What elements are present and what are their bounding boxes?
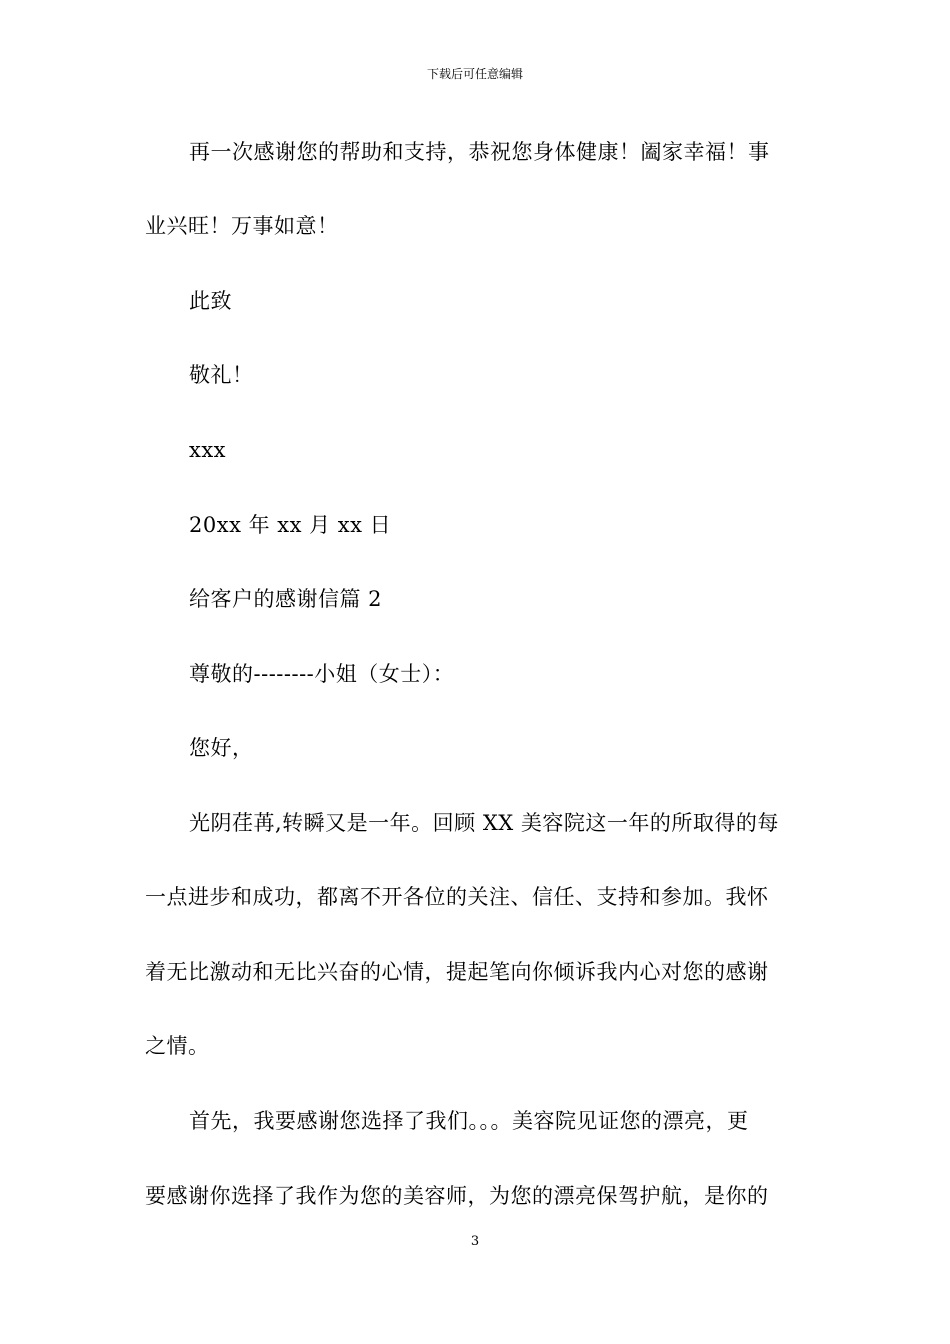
page-header: 下载后可任意编辑 <box>426 67 523 81</box>
salutation-line: 敬礼！ <box>189 363 254 387</box>
paragraph-line: 之情。 <box>145 1034 210 1058</box>
greeting-line: 您好， <box>189 736 254 760</box>
section-title: 给客户的感谢信篇 2 <box>189 587 383 611</box>
greeting-line: 尊敬的--------小姐（女士）： <box>189 662 455 686</box>
salutation-line: 此致 <box>189 289 232 313</box>
paragraph-line: 业兴旺！万事如意！ <box>145 214 339 238</box>
paragraph-line: 一点进步和成功，都离不开各位的关注、信任、支持和参加。我怀 <box>145 885 769 909</box>
page-number: 3 <box>470 1234 480 1249</box>
paragraph-line: 光阴荏苒,转瞬又是一年。回顾 XX 美容院这一年的所取得的每 <box>189 811 779 835</box>
signature-line: xxx <box>189 438 227 462</box>
paragraph-line: 再一次感谢您的帮助和支持，恭祝您身体健康！阖家幸福！事 <box>189 140 770 164</box>
paragraph-line: 要感谢你选择了我作为您的美容师，为您的漂亮保驾护航，是你的 <box>145 1184 769 1208</box>
paragraph-line: 着无比激动和无比兴奋的心情，提起笔向你倾诉我内心对您的感谢 <box>145 960 769 984</box>
date-line: 20xx 年 xx 月 xx 日 <box>189 513 392 537</box>
paragraph-line: 首先，我要感谢您选择了我们。。。美容院见证您的漂亮，更 <box>189 1109 749 1133</box>
